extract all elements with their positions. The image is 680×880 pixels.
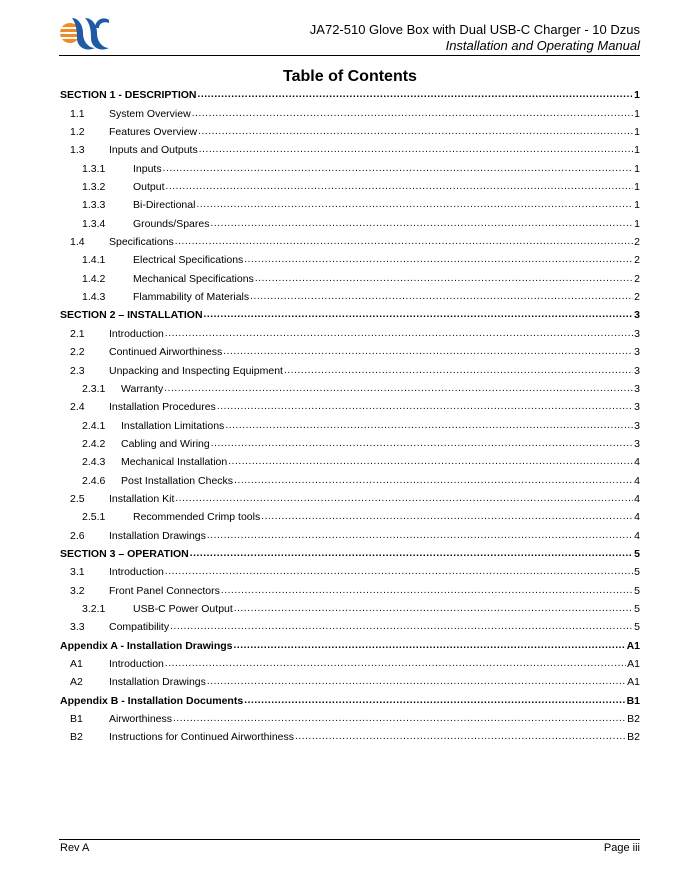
toc-entry-number: 2.2	[70, 346, 85, 359]
toc-entry-title[interactable]: Introduction	[109, 658, 164, 670]
toc-entry-number: 1.4.2	[82, 272, 106, 285]
dot-leader	[261, 511, 633, 523]
toc-entry-page[interactable]: B1	[626, 694, 640, 707]
dot-leader	[163, 163, 634, 175]
toc-entry[interactable]	[60, 285, 640, 303]
toc-entry[interactable]	[60, 725, 640, 743]
dot-leader	[234, 475, 633, 487]
toc-entry-page[interactable]: 1	[634, 181, 640, 194]
toc-entry-page[interactable]: 2	[634, 272, 640, 285]
toc-entry-number: 3.3	[70, 621, 85, 634]
toc-entry-title[interactable]: SECTION 3 – OPERATION	[60, 547, 189, 560]
toc-entry[interactable]	[60, 230, 640, 248]
toc-entry-page[interactable]: 2	[634, 291, 640, 304]
toc-entry-title[interactable]: Introduction	[109, 327, 164, 340]
toc-entry-page[interactable]: 4	[634, 474, 640, 487]
toc-entry-page[interactable]: 3	[634, 437, 640, 450]
toc-entry-page[interactable]: 1	[634, 217, 640, 230]
toc-entry-number: 2.5	[70, 492, 85, 505]
dot-leader	[244, 254, 633, 266]
toc-entry-title[interactable]: Unpacking and Inspecting Equipment	[109, 364, 283, 377]
toc-entry[interactable]	[60, 377, 640, 395]
toc-entry-number: 2.1	[70, 327, 85, 340]
dot-leader	[225, 420, 633, 432]
toc-entry-page[interactable]: 3	[634, 401, 640, 414]
toc-entry-number: 2.3.1	[82, 382, 106, 395]
toc-entry[interactable]	[60, 358, 640, 376]
dot-leader	[164, 383, 633, 395]
dot-leader	[192, 108, 633, 120]
dot-leader	[198, 126, 633, 138]
toc-entry-page[interactable]: 1	[634, 107, 640, 120]
toc-entry-number: 2.3	[70, 364, 85, 377]
toc-entry-number: 1.3.2	[82, 181, 106, 194]
toc-entry[interactable]	[60, 560, 640, 578]
dot-leader	[196, 199, 633, 211]
toc-entry-title[interactable]: Installation Kit	[109, 492, 175, 505]
toc-entry-page[interactable]: 3	[634, 346, 640, 359]
dot-leader	[165, 658, 626, 670]
dot-leader	[207, 676, 626, 688]
toc-entry[interactable]	[60, 340, 640, 358]
toc-entry-title[interactable]: Continued Airworthiness	[109, 346, 223, 359]
toc-entry-page[interactable]: B2	[627, 731, 640, 744]
toc-entry-page[interactable]: 5	[634, 584, 640, 597]
dot-leader	[210, 218, 633, 230]
toc-entry-page[interactable]: 4	[634, 492, 640, 505]
toc-entry-title[interactable]: Instructions for Continued Airworthiness	[109, 731, 295, 744]
dot-leader	[255, 273, 633, 285]
toc-entry-title[interactable]: Inputs and Outputs	[109, 144, 198, 157]
toc-entry-page[interactable]: 3	[634, 309, 640, 322]
toc-entry[interactable]	[60, 450, 640, 468]
toc-entry-page[interactable]: 4	[634, 511, 640, 524]
toc-entry-number: 3.2	[70, 584, 85, 597]
toc-entry-title[interactable]: Installation Drawings	[109, 676, 206, 689]
toc-entry-title[interactable]: Flammability of Materials	[133, 291, 250, 304]
toc-entry[interactable]	[60, 505, 640, 523]
toc-entry-page[interactable]: 3	[634, 419, 640, 432]
toc-entry-title[interactable]: Installation Limitations	[121, 419, 225, 432]
toc-entry-title[interactable]: Features Overview	[109, 126, 198, 139]
toc-entry-number: 2.4	[70, 401, 85, 414]
dot-leader	[211, 438, 633, 450]
toc-entry-title[interactable]: Appendix B - Installation Documents	[60, 694, 244, 707]
toc-entry-number: 1.3.3	[82, 199, 106, 212]
dot-leader	[244, 695, 625, 707]
toc-section-entry[interactable]	[60, 83, 640, 101]
toc-entry[interactable]	[60, 211, 640, 229]
dot-leader	[234, 603, 633, 615]
dot-leader	[295, 731, 626, 743]
toc-entry-page[interactable]: 1	[634, 89, 640, 102]
toc-entry-page[interactable]: 4	[634, 529, 640, 542]
toc-entry-number: 3.1	[70, 566, 85, 579]
toc-entry-title[interactable]: Introduction	[109, 566, 164, 579]
page-number: Page iii	[603, 842, 640, 854]
toc-entry-page[interactable]: 5	[634, 602, 640, 615]
toc-entry[interactable]	[60, 432, 640, 450]
toc-entry[interactable]	[60, 413, 640, 431]
toc-entry-title[interactable]: Output	[133, 181, 165, 194]
toc-entry-number: 1.3.1	[82, 162, 106, 175]
toc-entry[interactable]	[60, 266, 640, 284]
toc-entry[interactable]	[60, 670, 640, 688]
toc-entry[interactable]	[60, 523, 640, 541]
toc-entry-number: 1.4.1	[82, 254, 106, 267]
toc-heading: Table of Contents	[283, 68, 417, 85]
toc-entry-title[interactable]: Recommended Crimp tools	[133, 511, 261, 524]
toc-entry-title[interactable]: Electrical Specifications	[133, 254, 244, 267]
toc-entry[interactable]	[60, 707, 640, 725]
toc-entry-page[interactable]: 1	[634, 162, 640, 175]
toc-entry-title[interactable]: Inputs	[133, 162, 162, 175]
toc-entry-page[interactable]: 5	[634, 566, 640, 579]
dot-leader	[175, 493, 633, 505]
toc-entry[interactable]	[60, 321, 640, 339]
toc-entry-title[interactable]: Cabling and Wiring	[121, 437, 210, 450]
toc-entry[interactable]	[60, 248, 640, 266]
toc-entry-number: 2.5.1	[82, 511, 106, 524]
toc-entry[interactable]	[60, 468, 640, 486]
toc-section-entry[interactable]	[60, 688, 640, 706]
toc-entry-number: B2	[70, 731, 83, 744]
toc-entry-page[interactable]: 3	[634, 327, 640, 340]
toc-entry-title[interactable]: SECTION 2 – INSTALLATION	[60, 309, 203, 322]
dot-leader	[190, 548, 633, 560]
toc-entry-page[interactable]: 5	[634, 547, 640, 560]
dot-leader	[228, 456, 633, 468]
toc-entry-title[interactable]: Bi-Directional	[133, 199, 196, 212]
toc-entry-title[interactable]: Compatibility	[109, 621, 170, 634]
toc-entry-title[interactable]: Front Panel Connectors	[109, 584, 220, 597]
toc-entry-page[interactable]: 4	[634, 456, 640, 469]
toc-entry-title[interactable]: System Overview	[109, 107, 191, 120]
toc-entry-page[interactable]: 1	[634, 144, 640, 157]
toc-entry-title[interactable]: SECTION 1 - DESCRIPTION	[60, 89, 197, 102]
toc-section-entry[interactable]	[60, 633, 640, 651]
toc-entry-title[interactable]: Warranty	[121, 382, 164, 395]
toc-entry-page[interactable]: A1	[626, 639, 640, 652]
toc-entry-number: A1	[70, 658, 83, 670]
dot-leader	[250, 291, 633, 303]
toc-entry-page[interactable]: 1	[634, 199, 640, 212]
toc-entry-number: 2.4.3	[82, 456, 106, 469]
toc-entry-page[interactable]: B2	[627, 713, 640, 726]
toc-entry-page[interactable]: 5	[634, 621, 640, 634]
toc-entry-title[interactable]: Installation Drawings	[109, 529, 206, 542]
toc-entry-page[interactable]: 2	[634, 236, 640, 249]
toc-entry-title[interactable]: Post Installation Checks	[121, 474, 234, 487]
toc-entry-title[interactable]: Grounds/Spares	[133, 217, 210, 230]
toc-entry[interactable]	[60, 138, 640, 156]
toc-entry[interactable]	[60, 615, 640, 633]
toc-entry[interactable]	[60, 120, 640, 138]
dot-leader	[223, 346, 633, 358]
dot-leader	[165, 328, 633, 340]
dot-leader	[170, 621, 633, 633]
toc-entry-page[interactable]: 1	[634, 126, 640, 139]
dot-leader	[166, 181, 634, 193]
dot-leader	[173, 713, 626, 725]
table-of-contents	[60, 83, 640, 743]
toc-entry[interactable]	[60, 156, 640, 174]
toc-entry[interactable]	[60, 193, 640, 211]
toc-entry-title[interactable]: Installation Procedures	[109, 401, 216, 414]
dot-leader	[207, 530, 633, 542]
toc-entry[interactable]	[60, 395, 640, 413]
toc-entry-number: 1.3	[70, 144, 85, 157]
dot-leader	[175, 236, 633, 248]
toc-entry-number: 1.1	[70, 107, 85, 120]
toc-entry[interactable]	[60, 487, 640, 505]
toc-section-entry[interactable]	[60, 542, 640, 560]
company-logo-icon	[59, 12, 111, 54]
toc-entry-page[interactable]: 3	[634, 382, 640, 395]
dot-leader	[165, 566, 633, 578]
dot-leader	[199, 144, 633, 156]
toc-entry-number: 2.6	[70, 529, 85, 542]
toc-entry[interactable]	[60, 175, 640, 193]
toc-entry-number: 1.3.4	[82, 217, 106, 230]
dot-leader	[198, 89, 634, 101]
toc-section-entry[interactable]	[60, 303, 640, 321]
toc-entry-number: B1	[70, 713, 83, 726]
dot-leader	[284, 365, 633, 377]
toc-entry-number: 2.4.2	[82, 437, 106, 450]
toc-entry-title[interactable]: Mechanical Installation	[121, 456, 228, 469]
toc-entry-number: 2.4.1	[82, 419, 106, 432]
toc-entry-page[interactable]: A1	[627, 658, 640, 670]
toc-entry-number: 1.4	[70, 236, 85, 249]
toc-entry-title[interactable]: Appendix A - Installation Drawings	[60, 639, 233, 652]
toc-entry[interactable]	[60, 597, 640, 615]
dot-leader	[221, 585, 633, 597]
toc-entry-title[interactable]: Specifications	[109, 236, 174, 249]
toc-entry[interactable]	[60, 101, 640, 119]
toc-entry-number: 2.4.6	[82, 474, 106, 487]
dot-leader	[204, 309, 634, 321]
toc-entry-number: 1.4.3	[82, 291, 106, 304]
toc-entry[interactable]	[60, 652, 640, 670]
toc-entry[interactable]	[60, 578, 640, 596]
header-divider	[59, 55, 640, 56]
toc-entry-title[interactable]: Airworthiness	[109, 713, 173, 726]
toc-entry-title[interactable]: Mechanical Specifications	[133, 272, 254, 285]
toc-entry-page[interactable]: A1	[627, 676, 640, 689]
revision-label: Rev A	[60, 842, 90, 854]
dot-leader	[234, 640, 626, 652]
toc-entry-page[interactable]: 3	[634, 364, 640, 377]
toc-entry-number: A2	[70, 676, 83, 689]
toc-entry-page[interactable]: 2	[634, 254, 640, 267]
toc-entry-title[interactable]: USB-C Power Output	[133, 602, 233, 615]
document-subtitle: Installation and Operating Manual	[445, 38, 640, 53]
document-title: JA72-510 Glove Box with Dual USB-C Charger - 10 Dzus	[309, 22, 640, 37]
dot-leader	[217, 401, 633, 413]
toc-entry-number: 1.2	[70, 126, 85, 139]
footer-divider	[59, 839, 640, 840]
toc-entry-number: 3.2.1	[82, 602, 106, 615]
